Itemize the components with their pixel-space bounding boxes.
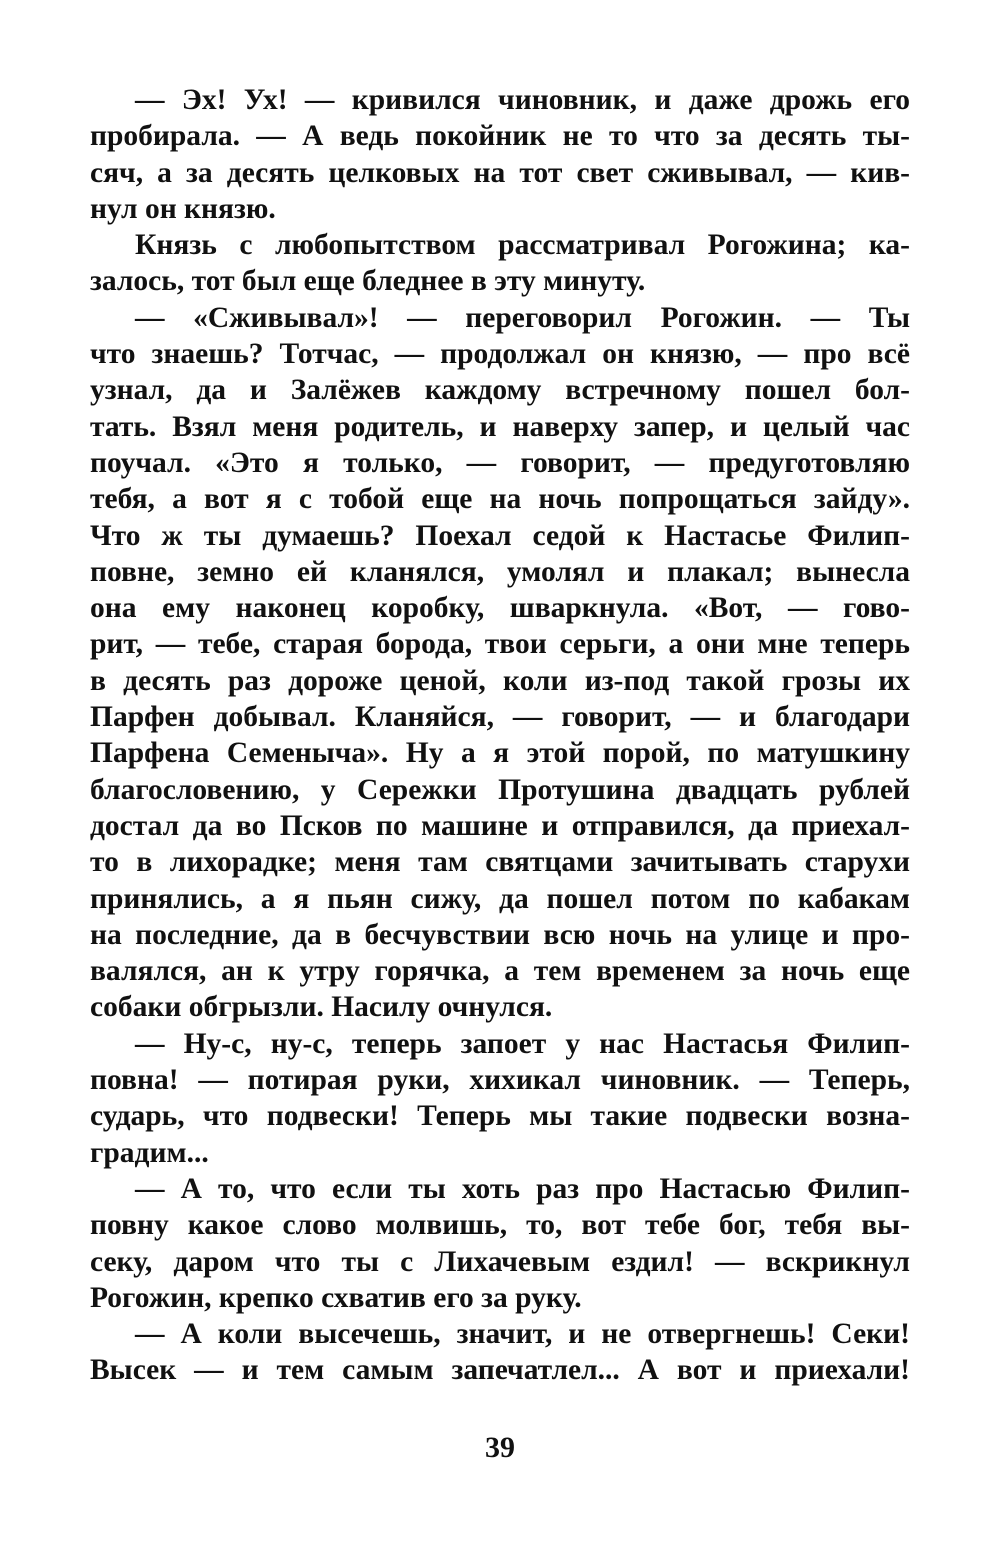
text-line: достал да во Псков по машине и отправился, да приехал- xyxy=(90,809,910,842)
text-line: нул он князю. xyxy=(90,192,276,225)
text-line: — Эх! Ух! — кривился чиновник, и даже дрожь его xyxy=(135,84,910,116)
text-line: что знаешь? Тотчас, — продолжал он князю, — про всё xyxy=(90,338,910,371)
text-line: сяч, а за десять целковых на тот свет сживывал, — кив- xyxy=(90,156,910,189)
text-line: Высек — и тем самым запечатлел... А вот и приехали! xyxy=(90,1354,910,1387)
text-line: поучал. «Это я только, — говорит, — предуготовляю xyxy=(90,446,910,479)
text-line: повна! — потирая руки, хихикал чиновник. — Теперь, xyxy=(90,1064,910,1097)
text-line: благословению, у Сережки Протушина двадцать рублей xyxy=(90,773,910,806)
text-line: собаки обгрызли. Насилу очнулся. xyxy=(90,991,553,1024)
text-line: валялся, ан к утру горячка, а тем временем за ночь еще xyxy=(90,955,910,988)
text-line: залось, тот был еще бледнее в эту минуту. xyxy=(90,265,646,298)
text-line: Что ж ты думаешь? Поехал седой к Настасье Филип- xyxy=(90,519,910,552)
text-line: градим... xyxy=(90,1136,209,1169)
text-line: — Ну-с, ну-с, теперь запоет у нас Настасья Филип- xyxy=(135,1027,910,1060)
text-line: сударь, что подвески! Теперь мы такие подвески возна- xyxy=(90,1100,910,1133)
text-line: Рогожин, крепко схватив его за руку. xyxy=(90,1281,582,1314)
text-line: то в лихорадке; меня там святцами зачитывать старухи xyxy=(90,846,910,879)
text-line: на последние, да в бесчувствии всю ночь на улице и про- xyxy=(90,918,910,951)
text-line: — А коли высечешь, значит, и не отвергнешь! Секи! xyxy=(135,1318,910,1351)
text-line: Парфен добывал. Кланяйся, — говорит, — и благодари xyxy=(90,701,910,734)
text-line: Князь с любопытством рассматривал Рогожина; ка- xyxy=(135,229,910,262)
text-line: в десять раз дороже ценой, коли из-под такой грозы их xyxy=(90,664,910,697)
text-line: повне, земно ей кланялся, умолял и плакал; вынесла xyxy=(90,555,910,588)
text-line: — «Сживывал»! — переговорил Рогожин. — Ты xyxy=(135,301,910,334)
text-line: принялись, а я пьян сижу, да пошел потом по кабакам xyxy=(90,882,910,915)
text-line: повну какое слово молвишь, то, вот тебе бог, тебя вы- xyxy=(90,1209,910,1242)
text-line: Парфена Семеныча». Ну а я этой порой, по матушкину xyxy=(90,737,910,770)
page-number: 39 xyxy=(485,1431,515,1464)
text-line: пробирала. — А ведь покойник не то что за десять ты- xyxy=(90,120,910,153)
text-line: тать. Взял меня родитель, и наверху запер, и целый час xyxy=(90,410,910,443)
text-line: секу, даром что ты с Лихачевым ездил! — вскрикнул xyxy=(90,1245,910,1278)
text-line: — А то, что если ты хоть раз про Настасью Филип- xyxy=(135,1172,910,1205)
text-line: узнал, да и Залёжев каждому встречному пошел бол- xyxy=(90,374,910,407)
text-line: тебя, а вот я с тобой еще на ночь попрощаться зайду». xyxy=(90,483,910,516)
text-line: она ему наконец коробку, шваркнула. «Вот, — гово- xyxy=(90,592,910,625)
body-text xyxy=(90,82,910,1389)
text-line: рит, — тебе, старая борода, твои серьги, а они мне теперь xyxy=(90,628,910,661)
